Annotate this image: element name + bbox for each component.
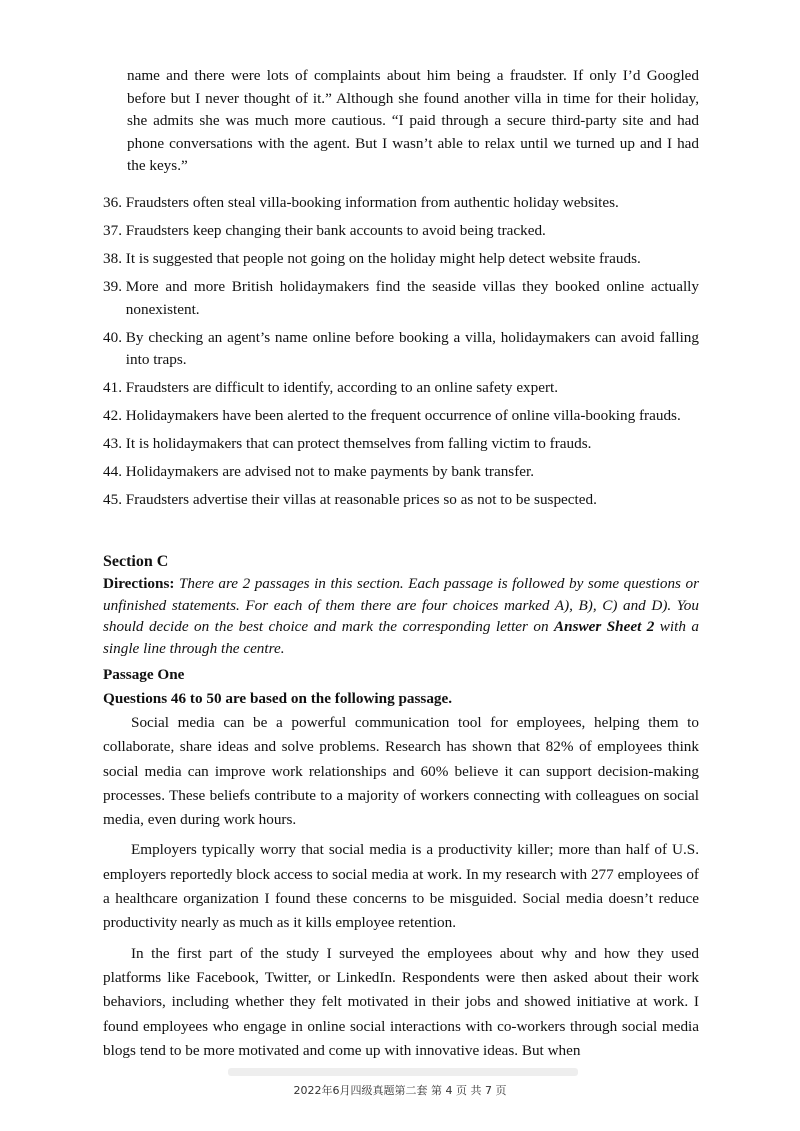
statement-number: 44. bbox=[103, 463, 126, 480]
statement-text: Fraudsters advertise their villas at reasonable prices so as not to be suspected. bbox=[125, 491, 597, 508]
continuation-text: name and there were lots of complaints about him being a fraudster. If only I’d Googled before but I never thought of it.” Although she found another villa in time for their holiday, she admits she was much more cautious. “I paid through a secure third-party site and had phone conversations with the agent. But I wasn’t able to relax until we turned up and I had the keys.” bbox=[127, 67, 699, 174]
statement-number: 37. bbox=[103, 222, 126, 239]
statement-item bbox=[103, 377, 699, 400]
section-title: Section C bbox=[103, 553, 169, 570]
passage-title: Passage One bbox=[103, 666, 185, 683]
statement-number: 41. bbox=[103, 379, 126, 396]
statement-item bbox=[103, 489, 699, 512]
statement-number: 39. bbox=[103, 278, 126, 295]
statement-item bbox=[103, 433, 699, 456]
statement-item bbox=[103, 327, 699, 372]
statement-text: Holidaymakers have been alerted to the frequent occurrence of online villa-booking frauds. bbox=[125, 407, 681, 424]
statement-text: Fraudsters keep changing their bank accounts to avoid being tracked. bbox=[125, 222, 546, 239]
statement-text: By checking an agent’s name online before booking a villa, holidaymakers can avoid falling into traps. bbox=[125, 328, 699, 368]
questions-heading: Questions 46 to 50 are based on the following passage. bbox=[103, 690, 453, 707]
statement-text: It is suggested that people not going on the holiday might help detect website frauds. bbox=[125, 250, 641, 267]
statement-number: 45. bbox=[103, 491, 126, 508]
statement-text: Holidaymakers are advised not to make payments by bank transfer. bbox=[125, 463, 535, 480]
statement-text: More and more British holidaymakers find the seaside villas they booked online actually nonexistent. bbox=[125, 278, 699, 318]
page-footer: 2022年6月四级真题第二套 第 4 页 共 7 页 bbox=[293, 1084, 507, 1097]
statement-item bbox=[103, 276, 699, 321]
answer-sheet-label: Answer Sheet 2 bbox=[554, 618, 655, 635]
statement-number: 42. bbox=[103, 407, 126, 424]
statement-number: 40. bbox=[103, 328, 126, 346]
statement-item bbox=[103, 192, 699, 215]
statement-number: 43. bbox=[103, 435, 126, 452]
statement-item bbox=[103, 405, 699, 428]
statement-item bbox=[103, 220, 699, 243]
statement-text: It is holidaymakers that can protect themselves from falling victim to frauds. bbox=[125, 435, 592, 452]
directions bbox=[103, 573, 699, 659]
scan-smudge bbox=[228, 1068, 578, 1076]
statement-list bbox=[103, 192, 699, 517]
passage-paragraph: Social media can be a powerful communication tool for employees, helping them to collaborate, share ideas and solve problems. Research has shown that 82% of employees think social media can improve work relationships and 60% believe it can support decision-making processes. These beliefs contribute to a majority of workers connecting with colleagues on social media, even during work hours. bbox=[103, 714, 699, 829]
directions-label: Directions: bbox=[103, 575, 175, 592]
statement-item bbox=[103, 461, 699, 484]
section-c bbox=[103, 551, 699, 1069]
passage-continuation bbox=[127, 65, 699, 178]
statement-number: 36. bbox=[103, 194, 126, 211]
directions-text: There are 2 passages in this section. Each passage is followed by some questions or unfinished statements. For each of them there are four choices marked A), B), C) and D). You should decide on the best choice and mark the corresponding letter on bbox=[103, 575, 700, 635]
statement-item bbox=[103, 248, 699, 271]
passage-paragraph: In the first part of the study I surveyed the employees about why and how they used platforms like Facebook, Twitter, or LinkedIn. Respondents were then asked about their work behaviors, including whether they felt motivated in their jobs and showed initiative at work. I found employees who engage in online social interactions with co-workers through social media blogs tend to be more motivated and come up with innovative ideas. But when bbox=[103, 944, 699, 1059]
passage-paragraph: Employers typically worry that social media is a productivity killer; more than half of U.S. employers reportedly block access to social media at work. In my research with 277 employees of a healthcare organization I found these concerns to be misguided. Social media doesn’t reduce productivity nearly as much as it kills employee retention. bbox=[103, 841, 699, 932]
statement-text: Fraudsters are difficult to identify, according to an online safety expert. bbox=[125, 379, 559, 396]
statement-number: 38. bbox=[103, 250, 126, 267]
directions-end: with a single line through the centre. bbox=[103, 618, 699, 657]
statement-text: Fraudsters often steal villa-booking information from authentic holiday websites. bbox=[125, 194, 619, 211]
